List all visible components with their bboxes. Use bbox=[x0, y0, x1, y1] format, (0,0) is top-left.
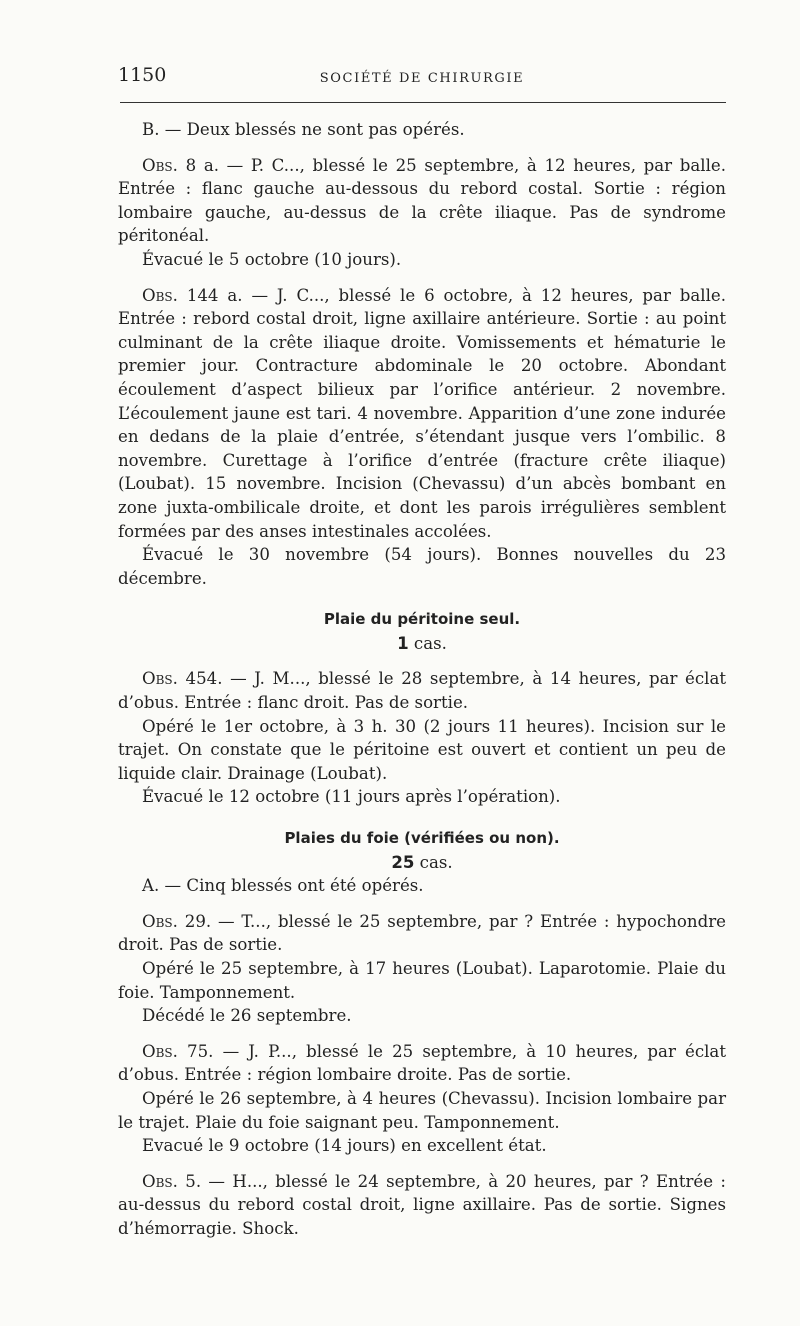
paragraph bbox=[118, 248, 726, 272]
page-header bbox=[118, 64, 726, 92]
paragraph-text: B. — Deux blessés ne sont pas opérés. bbox=[142, 120, 465, 139]
count-number: 1 bbox=[397, 633, 409, 653]
paragraph bbox=[118, 1004, 726, 1028]
section-heading bbox=[118, 608, 726, 632]
paragraph bbox=[118, 284, 726, 544]
paragraph bbox=[118, 874, 726, 898]
paragraph-text: Plaies du foie (vérifiées ou non). bbox=[284, 829, 560, 848]
paragraph bbox=[118, 1040, 726, 1087]
paragraph-text: 144 a. — J. C..., blessé le 6 octobre, à 12 heures, par balle. Entrée : rebord costal droit, ligne axillaire antérieure. Sortie : au point culminant de la crête iliaque droite. Vomissements et hématurie le premier jour. Contracture abdominale le 20 octobre. Abondant écoulement d’aspect bilieux par l’orifice antérieur. 2 novembre. L’écoulement jaune est tari. 4 novembre. Apparition d’une zone indurée en dedans de la plaie d’entrée, s’étendant jusque vers l’ombilic. 8 novembre. Curettage à l’orifice d’entrée (fracture crête iliaque) (Loubat). 15 novembre. Incision (Chevassu) d’un abcès bombant en zone juxta-ombilicale droite, et dont les parois irrégulières semblent formées par des anses intestinales accolées. bbox=[118, 285, 726, 541]
paragraph bbox=[118, 1087, 726, 1134]
header-rule bbox=[120, 102, 726, 103]
paragraph bbox=[118, 154, 726, 248]
paragraph-text: 75. — J. P..., blessé le 25 septembre, à 10 heures, par éclat d’obus. Entrée : région lombaire droite. Pas de sortie. bbox=[118, 1041, 726, 1085]
count-number: 25 bbox=[391, 852, 415, 872]
paragraph-text: A. — Cinq blessés ont été opérés. bbox=[142, 876, 424, 896]
case-count bbox=[118, 632, 726, 656]
paragraph-text: Évacué le 30 novembre (54 jours). Bonnes nouvelles du 23 décembre. bbox=[118, 545, 726, 588]
paragraph-text: Opéré le 25 septembre, à 17 heures (Loubat). Laparotomie. Plaie du foie. Tamponnement. bbox=[118, 959, 726, 1002]
obs-label: Obs. bbox=[142, 155, 178, 175]
obs-label: Obs. bbox=[142, 1041, 178, 1061]
paragraph-text: 5. — H..., blessé le 24 septembre, à 20 heures, par ? Entrée : au-dessus du rebord costal droit, ligne axillaire. Pas de sortie. Signes d’hémorragie. Shock. bbox=[118, 1171, 726, 1238]
paragraph bbox=[118, 957, 726, 1004]
paragraph bbox=[118, 1170, 726, 1241]
paragraph bbox=[118, 667, 726, 714]
paragraph bbox=[118, 118, 726, 142]
text-body bbox=[118, 118, 726, 1241]
paragraph bbox=[118, 543, 726, 590]
obs-label: Obs. bbox=[142, 1171, 178, 1191]
paragraph-text: Opéré le 1er octobre, à 3 h. 30 (2 jours 11 heures). Incision sur le trajet. On constate que le péritoine est ouvert et contient un peu de liquide clair. Drainage (Loubat). bbox=[118, 716, 726, 783]
case-count bbox=[118, 851, 726, 875]
paragraph bbox=[118, 1134, 726, 1158]
obs-label: Obs. bbox=[142, 911, 178, 931]
paragraph-text: Evacué le 9 octobre (14 jours) en excellent état. bbox=[142, 1136, 547, 1156]
paragraph-text: Opéré le 26 septembre, à 4 heures (Chevassu). Incision lombaire par le trajet. Plaie du foie saignant peu. Tamponnement. bbox=[118, 1088, 726, 1132]
paragraph-text: 29. — T..., blessé le 25 septembre, par ? Entrée : hypochondre droit. Pas de sortie. bbox=[118, 911, 726, 955]
obs-label: Obs. bbox=[142, 669, 178, 689]
paragraph-text: 454. — J. M..., blessé le 28 septembre, à 14 heures, par éclat d’obus. Entrée : flanc droit. Pas de sortie. bbox=[118, 669, 726, 713]
paragraph-text: Plaie du péritoine seul. bbox=[323, 610, 521, 629]
paragraph-text: Décédé le 26 septembre. bbox=[142, 1006, 352, 1026]
section-heading bbox=[118, 827, 726, 851]
paragraph bbox=[118, 785, 726, 809]
paragraph-text: cas. bbox=[408, 633, 447, 653]
paragraph bbox=[118, 715, 726, 786]
paragraph-text: cas. bbox=[414, 852, 453, 872]
obs-label: Obs. bbox=[142, 285, 178, 305]
paragraph-text: 8 a. — P. C..., blessé le 25 septembre, à 12 heures, par balle. Entrée : flanc gauche au-dessous du rebord costal. Sortie : région lombaire gauche, au-dessus de la crête iliaque. Pas de syndrome péritonéal. bbox=[118, 155, 726, 246]
paragraph-text: Évacué le 5 octobre (10 jours). bbox=[142, 249, 402, 269]
paragraph-text: Évacué le 12 octobre (11 jours après l’opération). bbox=[142, 787, 561, 807]
paragraph bbox=[118, 910, 726, 957]
page-number: 1150 bbox=[118, 64, 167, 86]
running-title: SOCIÉTÉ DE CHIRURGIE bbox=[319, 71, 525, 86]
